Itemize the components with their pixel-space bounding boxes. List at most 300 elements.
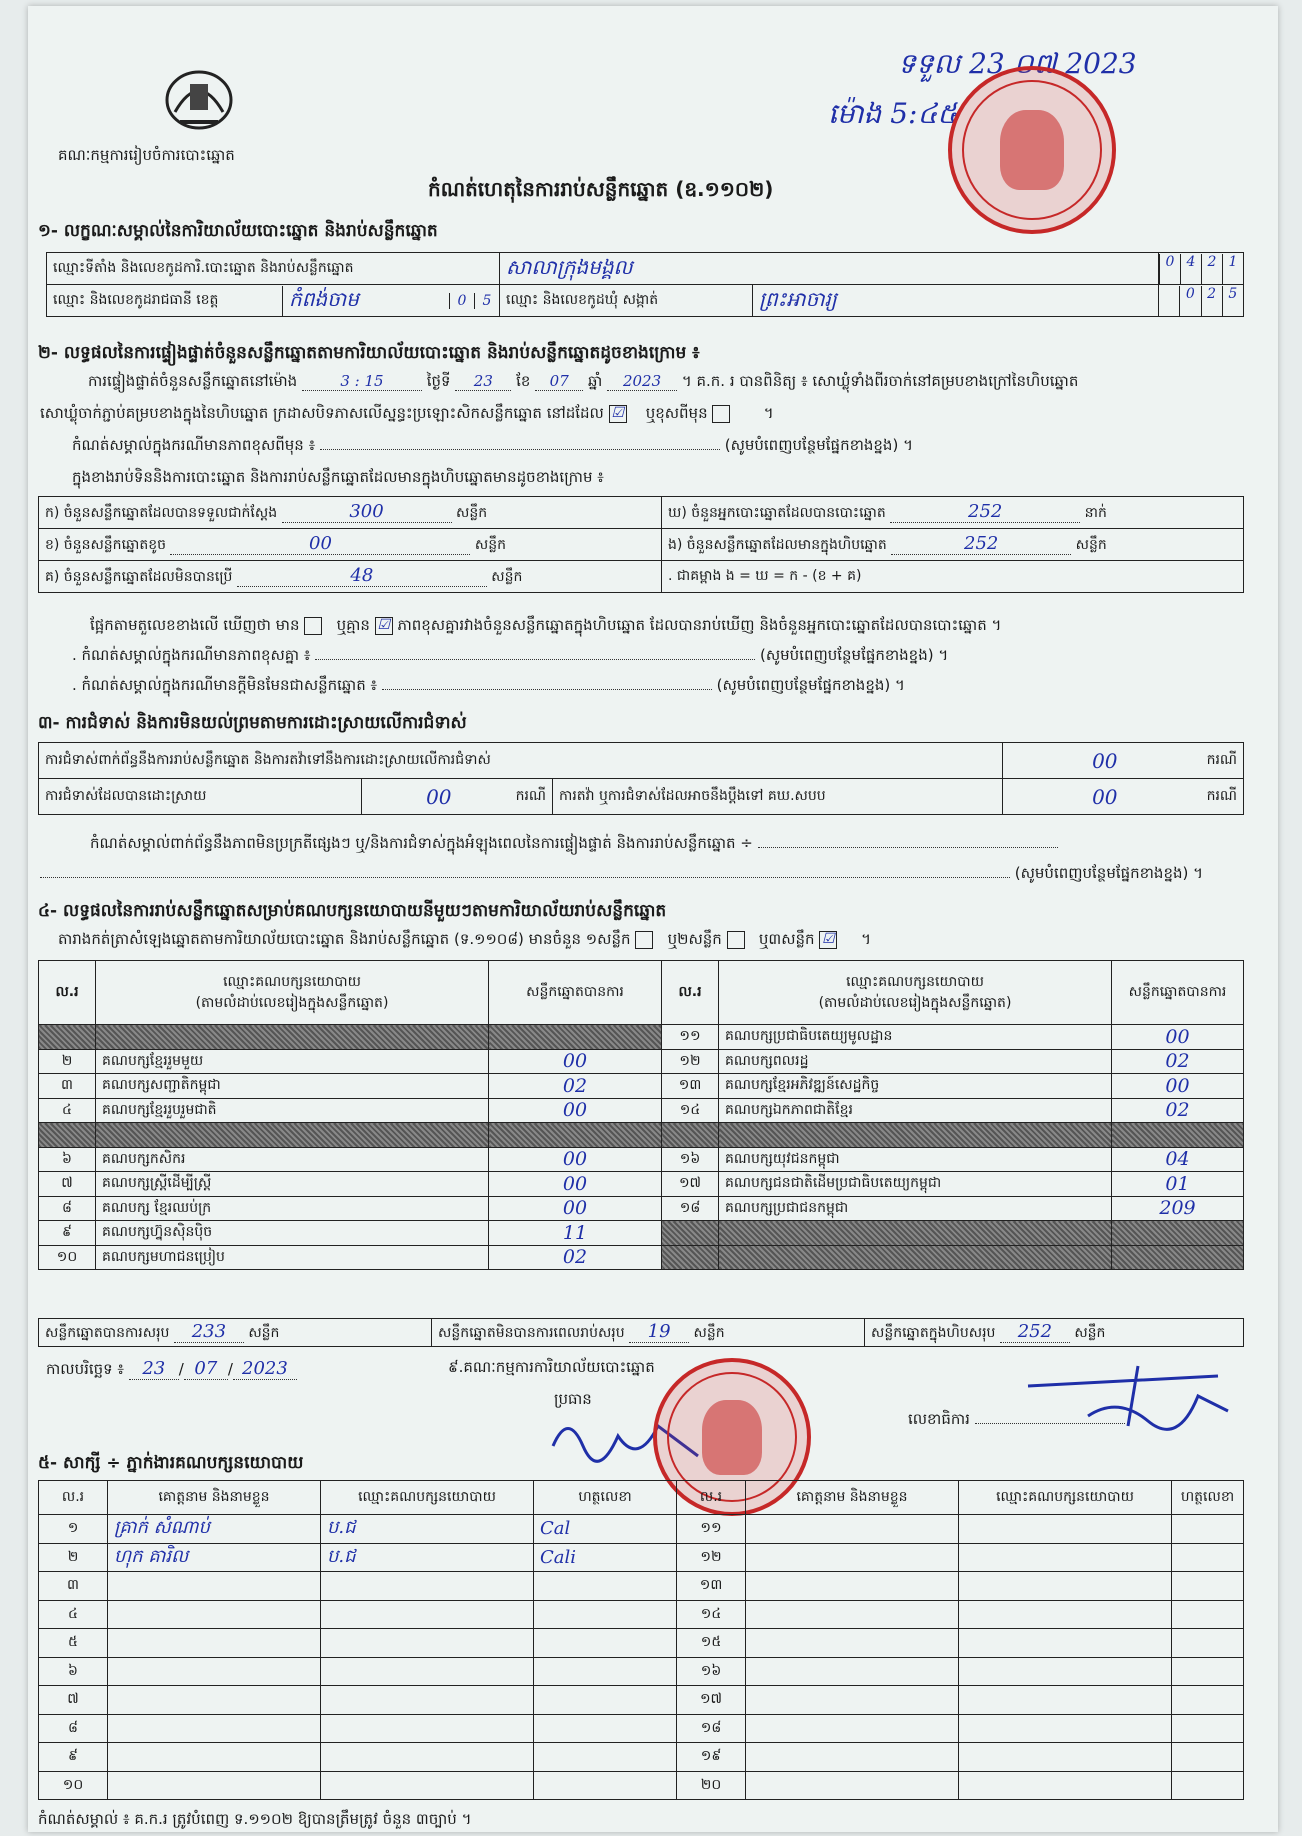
witness-signature-right	[1172, 1743, 1244, 1772]
witness-no: ៨	[39, 1714, 108, 1743]
location-code-digit: 2	[1201, 254, 1222, 284]
col-header-party-title-right: ឈ្មោះគណបក្សនយោបាយ	[846, 973, 984, 990]
col-header-no-right: ល.រ	[662, 961, 719, 1025]
difference-check-tail: ភាពខុសគ្នារវាងចំនួនសន្លឹកឆ្នោតក្នុងហិបឆ្នោត ដែលបានរាប់ឃើញ និងចំនួនអ្នកបោះឆ្នោតដែលបានបោះឆ្នោត ។	[397, 616, 1002, 634]
witness-no-right: ១៨	[677, 1714, 746, 1743]
witness-col-name: គោត្តនាម និងនាមខ្លួន	[108, 1481, 321, 1515]
witness-party	[321, 1657, 534, 1686]
irregularity-note-line-2	[40, 864, 1203, 886]
national-emblem-icon	[160, 62, 238, 132]
commune-label: ឈ្មោះ និងលេខកូដឃុំ សង្កាត់	[500, 285, 753, 317]
party-votes-cell: 00	[489, 1049, 662, 1074]
witness-party	[321, 1600, 534, 1629]
irregularity-note-blank[interactable]	[758, 847, 1058, 848]
party-name-cell: គណបក្សកសិករ	[96, 1147, 489, 1172]
ballots-in-box-row	[662, 529, 1244, 561]
witness-no: ៧	[39, 1686, 108, 1715]
section3-heading: ៣- ការជំទាស់ និងការមិនយល់ព្រមតាមការដោះស្រាយលើការជំទាស់	[38, 713, 467, 733]
total-box-unit: សន្លឹក	[1074, 1325, 1106, 1341]
ballots-in-box-value: 252	[891, 533, 1071, 555]
voters-voted-value: 252	[890, 501, 1080, 523]
witness-signature-right	[1172, 1629, 1244, 1658]
witness-signature	[534, 1657, 677, 1686]
col-header-party-sub-right: (តាមលំដាប់លេខរៀងក្នុងសន្លឹកឆ្នោត)	[818, 994, 1012, 1011]
location-value: សាលាក្រុងមង្គល	[500, 253, 1159, 285]
verification-line-2: សោឃ្លុំចាក់ភ្ជាប់គម្របខាងក្នុងនៃហិបឆ្នោត ក្រដាសបិទភាសលើស្នន្ធះប្រឡោះសិកសន្លឹកឆ្នោត នៅដដែល ☑ ឬខុសពីមុន ។	[40, 404, 774, 422]
received-note-1: ទទួល 23 ០៧ 2023	[898, 47, 1137, 80]
party-name-cell: គណបក្សប្រជាធិបតេយ្យមូលដ្ឋាន	[719, 1025, 1112, 1050]
section1-heading: ១- លក្ខណៈសម្គាល់នៃការិយាល័យបោះឆ្នោត និងរាប់សន្លឹកឆ្នោត	[38, 221, 438, 241]
section1-table	[46, 252, 1244, 317]
note-non-ballot-label: . កំណត់សម្គាល់ក្នុងករណីមានក្តីមិនមែនជាសន្លឹកឆ្នោត ៖	[72, 676, 378, 694]
commune-code-digit: 0	[1179, 286, 1200, 316]
party-name-cell: គណបក្សពលរដ្ឋ	[719, 1049, 1112, 1074]
witness-party-right	[959, 1543, 1172, 1572]
date-day: 23	[129, 1358, 179, 1380]
party-no-cell: ១១	[662, 1025, 719, 1050]
party-no-cell: ១៦	[662, 1147, 719, 1172]
secretary-signature	[1018, 1356, 1248, 1440]
official-seal-top	[948, 66, 1116, 234]
witness-no: ១០	[39, 1771, 108, 1800]
witness-no: ២	[39, 1543, 108, 1572]
commune-code-digit: 2	[1201, 286, 1222, 316]
party-votes-cell: 01	[1112, 1172, 1244, 1197]
witness-col-party: ឈ្មោះគណបក្សនយោបាយ	[321, 1481, 534, 1515]
witness-signature-right	[1172, 1771, 1244, 1800]
party-votes-cell	[489, 1025, 662, 1050]
witness-row	[39, 1572, 1244, 1601]
seal-diff-checkbox[interactable]	[712, 405, 730, 423]
party-name-cell: គណបក្សខ្មែរអភិវឌ្ឍន៍សេដ្ឋកិច្ច	[719, 1074, 1112, 1099]
witness-signature	[534, 1629, 677, 1658]
party-no-cell	[662, 1245, 719, 1270]
party-no-cell: ៩	[39, 1221, 96, 1246]
witness-name-right	[746, 1743, 959, 1772]
party-votes-cell: 209	[1112, 1196, 1244, 1221]
witness-signature	[534, 1743, 677, 1772]
party-no-cell: ១៣	[662, 1074, 719, 1099]
witness-col-no-right: ល.រ	[677, 1481, 746, 1515]
party-no-cell: ៧	[39, 1172, 96, 1197]
total-box-cell	[865, 1319, 1244, 1347]
witness-signature-right	[1172, 1572, 1244, 1601]
col-header-no: ល.រ	[39, 961, 96, 1025]
footnote: កំណត់សម្គាល់ ៖ គ.ក.រ ត្រូវបំពេញ ទ.១១០២ ឱ្យបានត្រឹមត្រូវ ចំនួន ៣ច្បាប់ ។	[38, 1810, 472, 1828]
witness-party	[321, 1771, 534, 1800]
party-votes-cell: 11	[489, 1221, 662, 1246]
party-no-cell: ២	[39, 1049, 96, 1074]
witness-no-right: ១១	[677, 1515, 746, 1544]
party-votes-cell: 02	[489, 1074, 662, 1099]
party-name-cell: គណបក្សជនជាតិដើមប្រជាធិបតេយ្យកម្ពុជា	[719, 1172, 1112, 1197]
party-no-cell: ១០	[39, 1245, 96, 1270]
witness-row	[39, 1771, 1244, 1800]
witness-name: គ្រាក់ សំណាប់	[108, 1515, 321, 1544]
party-name-cell	[96, 1123, 489, 1148]
witness-row	[39, 1600, 1244, 1629]
ballot-count-table	[38, 496, 1244, 593]
resolved-value-cell	[362, 779, 553, 815]
total-valid-cell	[39, 1319, 432, 1347]
witness-signature-right	[1172, 1657, 1244, 1686]
witness-name-right	[746, 1686, 959, 1715]
unused-ballots-value: 48	[237, 565, 487, 587]
province-label-text: ឈ្មោះ និងលេខកូដរាជធានី ខេត្ត	[53, 292, 219, 308]
witness-party-right	[959, 1771, 1172, 1800]
unused-ballots-unit: សន្លឹក	[491, 569, 523, 585]
witness-party: ប.ជ	[321, 1515, 534, 1544]
party-votes-cell: 02	[1112, 1098, 1244, 1123]
commune-value: ព្រះអាចារ្យ	[753, 285, 1159, 317]
difference-note-line	[72, 436, 913, 458]
party-no-cell: ១២	[662, 1049, 719, 1074]
note-difference-blank[interactable]	[315, 659, 755, 660]
section5-heading: ៥- សាក្សី ÷ ភ្នាក់ងារគណបក្សនយោបាយ	[38, 1453, 304, 1473]
verification-day-label: ថ្ងៃទី	[426, 372, 451, 390]
witness-party-right	[959, 1657, 1172, 1686]
party-no-cell: ៨	[39, 1196, 96, 1221]
party-votes-cell	[1112, 1123, 1244, 1148]
witness-signature	[534, 1600, 677, 1629]
col-header-party-title: ឈ្មោះគណបក្សនយោបាយ	[223, 973, 361, 990]
seal-status-text: សោឃ្លុំចាក់ភ្ជាប់គម្របខាងក្នុងនៃហិបឆ្នោត ក្រដាសបិទភាសលើស្នន្ធះប្រឡោះសិកសន្លឹកឆ្នោត នៅដដែល	[40, 404, 604, 422]
location-code-digit: 0	[1159, 254, 1180, 284]
seal-diff-label: ឬខុសពីមុន	[645, 404, 708, 422]
resolved-unit: ករណី	[515, 788, 546, 804]
resolved-label: ការជំទាស់ដែលបានដោះស្រាយ	[39, 779, 362, 815]
witness-name	[108, 1743, 321, 1772]
party-votes-cell: 00	[489, 1098, 662, 1123]
location-code-digit: 4	[1180, 254, 1201, 284]
total-valid-unit: សន្លឹក	[248, 1325, 280, 1341]
difference-check-line	[90, 616, 1001, 638]
witness-party	[321, 1714, 534, 1743]
party-votes-cell	[1112, 1221, 1244, 1246]
witness-signature	[534, 1771, 677, 1800]
total-box-label: សន្លឹកឆ្នោតក្នុងហិបសរុប	[871, 1325, 996, 1341]
witness-row	[39, 1629, 1244, 1658]
spoiled-ballots-value: 00	[170, 533, 470, 555]
verification-month: 07	[535, 372, 583, 391]
witness-no-right: ១៥	[677, 1629, 746, 1658]
party-name-cell: គណបក្សខ្មែររួបរួមជាតិ	[96, 1098, 489, 1123]
secretary-label: លេខាធិការ	[908, 1410, 970, 1428]
witness-name-right	[746, 1714, 959, 1743]
appeal-value: 00	[1092, 784, 1118, 809]
witness-no: ៤	[39, 1600, 108, 1629]
party-votes-cell: 04	[1112, 1147, 1244, 1172]
witness-signature-right	[1172, 1515, 1244, 1544]
witness-party: ប.ជ	[321, 1543, 534, 1572]
witness-no: ៥	[39, 1629, 108, 1658]
party-votes-cell: 02	[1112, 1049, 1244, 1074]
witness-name	[108, 1714, 321, 1743]
difference-note-label: កំណត់សម្គាល់ក្នុងករណីមានភាពខុសពីមុន ៖	[72, 436, 316, 454]
witness-row	[39, 1543, 1244, 1572]
verification-year: 2023	[607, 372, 677, 391]
date-month: 07	[184, 1358, 228, 1380]
party-results-row	[39, 1221, 1244, 1246]
witness-no-right: ១២	[677, 1543, 746, 1572]
tally-one-sheet-checkbox[interactable]	[635, 931, 653, 949]
appeal-label: ការតវ៉ា ឬការជំទាស់ដែលអាចនឹងប្តឹងទៅ គឃ.សបប	[553, 779, 1003, 815]
irregularity-note-tail: (សូមបំពេញបន្ថែមផ្នែកខាងខ្នង) ។	[1014, 864, 1204, 882]
party-name-cell	[719, 1123, 1112, 1148]
witness-no-right: ១៣	[677, 1572, 746, 1601]
complaints-unit: ករណី	[1206, 752, 1237, 768]
witness-name-right	[746, 1771, 959, 1800]
witness-row	[39, 1686, 1244, 1715]
witness-no: ១	[39, 1515, 108, 1544]
section2-heading: ២- លទ្ធផលនៃការផ្ទៀងផ្ទាត់ចំនួនសន្លឹកឆ្នោតតាមការិយាល័យបោះឆ្នោត និងរាប់សន្លឹកឆ្នោតដូចខាងក្រោម ៖	[38, 343, 700, 363]
formula-cell: . ជាគម្ពាង ង = ឃ = ក - (ខ + គ)	[662, 561, 1244, 593]
spoiled-ballots-label: ខ) ចំនួនសន្លឹកឆ្នោតខូច	[45, 537, 166, 553]
difference-has-checkbox[interactable]	[304, 617, 322, 635]
ballots-in-box-unit: សន្លឹក	[1075, 537, 1107, 553]
party-name-cell	[719, 1245, 1112, 1270]
witness-name-right	[746, 1600, 959, 1629]
witness-party-right	[959, 1629, 1172, 1658]
witness-no-right: ១៧	[677, 1686, 746, 1715]
party-results-body	[39, 1025, 1244, 1270]
total-valid-value: 233	[174, 1321, 244, 1343]
party-no-cell: ១៨	[662, 1196, 719, 1221]
party-name-cell: គណបក្សស្ត្រីដើម្បីស្ត្រី	[96, 1172, 489, 1197]
witness-no: ៣	[39, 1572, 108, 1601]
tally-sheet-count-line: តារាងកត់ត្រាសំឡេងឆ្នោតតាមការិយាល័យបោះឆ្នោត និងរាប់សន្លឹកឆ្នោត (ទ.១១០៨) មានចំនួន ១សន្លឹក ឬ២សន្លឹក ឬ៣សន្លឹក ☑ ។	[58, 930, 872, 948]
document-title: កំណត់ហេតុនៃការរាប់សន្លឹកឆ្នោត (ឧ.១១០២)	[428, 177, 774, 201]
witness-name	[108, 1600, 321, 1629]
witness-name-right	[746, 1572, 959, 1601]
commune-code	[1159, 285, 1244, 317]
witness-row	[39, 1714, 1244, 1743]
witness-party-right	[959, 1600, 1172, 1629]
witness-signature	[534, 1686, 677, 1715]
total-box-value: 252	[1000, 1321, 1070, 1343]
witness-col-sign: ហត្ថលេខា	[534, 1481, 677, 1515]
irregularity-note-label: កំណត់សម្គាល់ពាក់ព័ន្ធនឹងភាពមិនប្រក្រតីផ្សេងៗ ឬ/និងការជំទាស់ក្នុងអំឡុងពេលនៃការផ្ទៀងផ្ទាត់ និងការរាប់សន្លឹកឆ្នោត ÷	[90, 834, 753, 852]
form-page	[28, 6, 1278, 1832]
party-name-cell: គណបក្សហ្វ៊ុនស៊ិនប៉ិច	[96, 1221, 489, 1246]
witness-signature-right	[1172, 1600, 1244, 1629]
location-code	[1159, 253, 1244, 285]
province-value: កំពង់ចាម	[282, 286, 449, 316]
col-header-party-sub: (តាមលំដាប់លេខរៀងក្នុងសន្លឹកឆ្នោត)	[195, 994, 389, 1011]
province-label	[47, 285, 500, 317]
party-no-cell: ១៧	[662, 1172, 719, 1197]
party-results-table	[38, 960, 1244, 1270]
party-name-cell: គណបក្សខ្មែររួមមួយ	[96, 1049, 489, 1074]
witness-party	[321, 1572, 534, 1601]
party-no-cell: ៤	[39, 1098, 96, 1123]
col-header-votes-right: សន្លឹកឆ្នោតបានការ	[1112, 961, 1244, 1025]
note-difference-line	[72, 646, 948, 668]
verification-year-label: ឆ្នាំ	[587, 372, 603, 390]
total-invalid-unit: សន្លឹក	[693, 1325, 725, 1341]
difference-note-blank[interactable]	[320, 449, 720, 450]
complaints-row-label: ការជំទាស់ពាក់ព័ន្ធនឹងការរាប់សន្លឹកឆ្នោត និងការតវ៉ាទៅនឹងការដោះស្រាយលើការជំទាស់	[39, 743, 1003, 779]
witness-no: ៦	[39, 1657, 108, 1686]
witness-name: ហុក គារិល	[108, 1543, 321, 1572]
witness-col-party-right: ឈ្មោះគណបក្សនយោបាយ	[959, 1481, 1172, 1515]
difference-note-tail: (សូមបំពេញបន្ថែមផ្នែកខាងខ្នង) ។	[724, 436, 913, 454]
received-ballots-row	[39, 497, 662, 529]
difference-none-checkbox[interactable]: ☑	[375, 617, 393, 635]
witness-party-right	[959, 1743, 1172, 1772]
party-name-cell	[96, 1025, 489, 1050]
col-header-party	[96, 961, 489, 1025]
voters-voted-unit: នាក់	[1084, 505, 1107, 521]
received-note-2: ម៉ោង 5:៤៥	[828, 97, 958, 130]
witness-col-name-right: គោត្តនាម និងនាមខ្លួន	[746, 1481, 959, 1515]
party-no-cell: ៦	[39, 1147, 96, 1172]
total-invalid-label: សន្លឹកឆ្នោតមិនបានការពេលរាប់សរុប	[438, 1325, 625, 1341]
party-no-cell	[662, 1221, 719, 1246]
witness-name-right	[746, 1543, 959, 1572]
committee-sign-label: ៩.គណៈកម្មការការិយាល័យបោះឆ្នោត	[448, 1358, 655, 1376]
witness-no: ៩	[39, 1743, 108, 1772]
verification-line-1-tail: ។ គ.ក. រ បានពិនិត្យ ៖ សោឃ្លុំទាំងពីរចាក់នៅគម្របខាងក្រៅនៃហិបឆ្នោត	[681, 372, 1079, 390]
location-code-digit: 1	[1222, 254, 1243, 284]
note-non-ballot-blank[interactable]	[382, 689, 712, 690]
witness-party-right	[959, 1686, 1172, 1715]
tally-two-sheet-label: ឬ២សន្លឹក	[667, 930, 722, 948]
verification-month-label: ខែ	[516, 372, 531, 390]
section4-heading: ៤- លទ្ធផលនៃការរាប់សន្លឹកឆ្នោតសម្រាប់គណបក្សនយោបាយនីមួយៗតាមការិយាល័យរាប់សន្លឹកឆ្នោត	[38, 901, 667, 921]
witness-party-right	[959, 1572, 1172, 1601]
witness-name	[108, 1572, 321, 1601]
witness-party-right	[959, 1714, 1172, 1743]
party-results-row	[39, 1147, 1244, 1172]
witness-no-right: ២០	[677, 1771, 746, 1800]
party-votes-cell: 00	[489, 1172, 662, 1197]
complaints-value: 00	[1092, 748, 1118, 773]
unused-ballots-label: គ) ចំនួនសន្លឹកឆ្នោតដែលមិនបានប្រើ	[45, 569, 233, 585]
tally-three-sheet-checkbox[interactable]: ☑	[819, 931, 837, 949]
appeal-unit: ករណី	[1206, 788, 1237, 804]
witness-signature: Cal	[534, 1515, 677, 1544]
complaints-row-value-cell	[1003, 743, 1244, 779]
resolved-value: 00	[426, 784, 452, 809]
commune-code-digit: 5	[1222, 286, 1243, 316]
seal-same-checkbox[interactable]: ☑	[609, 405, 627, 423]
tally-sheet-intro: តារាងកត់ត្រាសំឡេងឆ្នោតតាមការិយាល័យបោះឆ្នោត និងរាប់សន្លឹកឆ្នោត (ទ.១១០៨) មានចំនួន ១សន្លឹក	[58, 930, 631, 948]
location-label: ឈ្មោះទីតាំង និងលេខកូដការិ.បោះឆ្នោត និងរាប់សន្លឹកឆ្នោត	[47, 253, 500, 285]
party-results-row	[39, 1172, 1244, 1197]
witness-col-sign-right: ហត្ថលេខា	[1172, 1481, 1244, 1515]
party-votes-cell: 00	[489, 1147, 662, 1172]
party-name-cell: គណបក្សសញ្ជាតិកម្ពុជា	[96, 1074, 489, 1099]
witness-name-right	[746, 1629, 959, 1658]
chair-label: ប្រធាន	[554, 1390, 592, 1408]
counting-intro: ក្នុងខាងរាប់ទិននិងការបោះឆ្នោត និងការរាប់សន្លឹកឆ្នោតដែលមានក្នុងហិបឆ្នោតមានដូចខាងក្រោម ៖	[72, 468, 604, 486]
witness-col-no: ល.រ	[39, 1481, 108, 1515]
party-no-cell	[39, 1025, 96, 1050]
witness-row	[39, 1515, 1244, 1544]
party-votes-cell: 02	[489, 1245, 662, 1270]
received-ballots-value: 300	[282, 501, 452, 523]
party-name-cell	[719, 1221, 1112, 1246]
received-ballots-label: ក) ចំនួនសន្លឹកឆ្នោតដែលបានទទួលជាក់ស្តែង	[45, 505, 278, 521]
party-name-cell: គណបក្សមហាជនប្រៀប	[96, 1245, 489, 1270]
tally-three-sheet-label: ឬ៣សន្លឹក	[758, 930, 815, 948]
party-results-row	[39, 1123, 1244, 1148]
party-no-cell	[662, 1123, 719, 1148]
party-votes-cell	[1112, 1245, 1244, 1270]
witness-row	[39, 1657, 1244, 1686]
difference-has-label: ផ្អែកតាមតួលេខខាងលើ ឃើញថា មាន	[90, 616, 300, 634]
witness-signature-right	[1172, 1543, 1244, 1572]
province-code-digit: 0	[449, 293, 474, 309]
received-ballots-unit: សន្លឹក	[456, 505, 488, 521]
date-label: កាលបរិច្ឆេទ ៖	[46, 1360, 125, 1378]
witness-party	[321, 1629, 534, 1658]
witness-name-right	[746, 1657, 959, 1686]
witness-row	[39, 1743, 1244, 1772]
witness-signature: Cali	[534, 1543, 677, 1572]
witness-table	[38, 1480, 1244, 1800]
party-votes-cell: 00	[1112, 1074, 1244, 1099]
appeal-value-cell	[1003, 779, 1244, 815]
province-code-digit: 5	[474, 293, 499, 309]
witness-signature	[534, 1572, 677, 1601]
party-results-row	[39, 1098, 1244, 1123]
witness-signature-right	[1172, 1686, 1244, 1715]
party-results-row	[39, 1196, 1244, 1221]
voters-voted-label: ឃ) ចំនួនអ្នកបោះឆ្នោតដែលបានបោះឆ្នោត	[668, 505, 886, 521]
witness-party-right	[959, 1515, 1172, 1544]
tally-two-sheet-checkbox[interactable]	[727, 931, 745, 949]
note-non-ballot-line	[72, 676, 905, 698]
col-header-party-right	[719, 961, 1112, 1025]
total-invalid-cell	[432, 1319, 865, 1347]
committee-name: គណៈកម្មការរៀបចំការបោះឆ្នោត	[58, 146, 235, 164]
party-votes-cell	[489, 1123, 662, 1148]
witness-signature	[534, 1714, 677, 1743]
party-name-cell: គណបក្សយុវជនកម្ពុជា	[719, 1147, 1112, 1172]
party-name-cell: គណបក្សប្រជាជនកម្ពុជា	[719, 1196, 1112, 1221]
date-line: កាលបរិច្ឆេទ ៖ 23 / 07 / 2023	[46, 1358, 297, 1382]
witness-name	[108, 1686, 321, 1715]
witness-name	[108, 1629, 321, 1658]
ballots-in-box-label: ង) ចំនួនសន្លឹកឆ្នោតដែលមានក្នុងហិបឆ្នោត	[668, 537, 887, 553]
note-difference-tail: (សូមបំពេញបន្ថែមផ្នែកខាងខ្នង) ។	[760, 646, 949, 664]
party-votes-cell: 00	[489, 1196, 662, 1221]
irregularity-note-line	[90, 834, 1058, 856]
party-no-cell: ១៤	[662, 1098, 719, 1123]
witness-signature-right	[1172, 1714, 1244, 1743]
irregularity-note-blank-2[interactable]	[40, 877, 1010, 878]
party-results-row	[39, 1245, 1244, 1270]
witness-party	[321, 1743, 534, 1772]
spoiled-ballots-row	[39, 529, 662, 561]
verification-time-label: ការផ្ទៀងផ្ទាត់ចំនួនសន្លឹកឆ្នោតនៅម៉ោង	[88, 372, 298, 390]
witness-no-right: ១៩	[677, 1743, 746, 1772]
witness-no-right: ១៦	[677, 1657, 746, 1686]
party-name-cell: គណបក្សឯកភាពជាតិខ្មែរ	[719, 1098, 1112, 1123]
verification-line-1	[88, 372, 1258, 394]
unused-ballots-row	[39, 561, 662, 593]
witness-party	[321, 1686, 534, 1715]
witness-name	[108, 1657, 321, 1686]
total-invalid-value: 19	[629, 1321, 689, 1343]
party-results-row	[39, 1074, 1244, 1099]
verification-day: 23	[455, 372, 511, 391]
voters-voted-row	[662, 497, 1244, 529]
party-votes-cell: 00	[1112, 1025, 1244, 1050]
witness-name	[108, 1771, 321, 1800]
